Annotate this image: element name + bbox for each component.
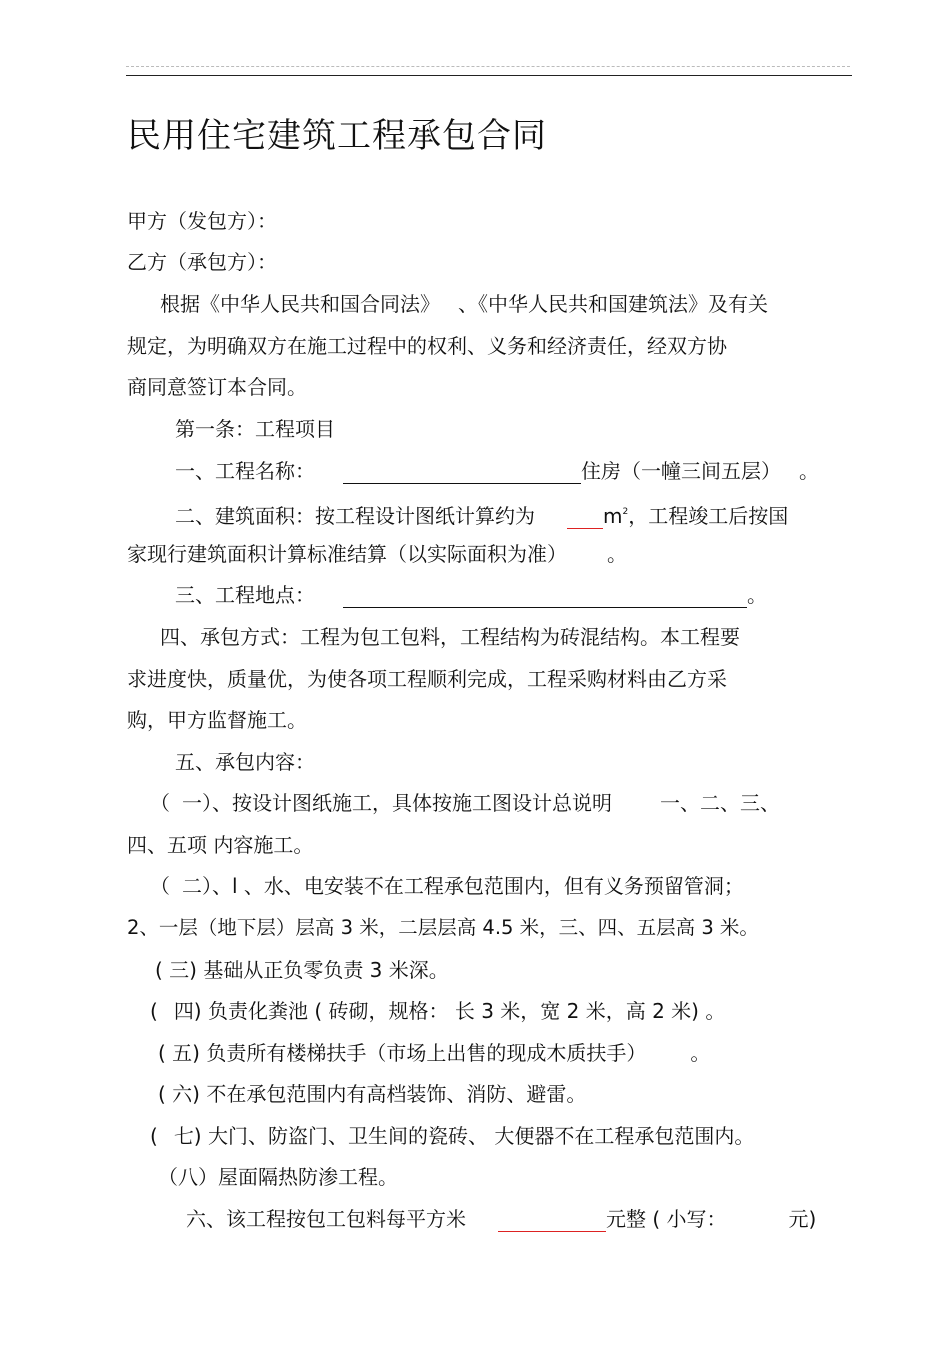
item-floor-area-line-2 (127, 541, 627, 567)
paren: ( (150, 1124, 158, 1148)
scope-text: 二）、l 、水、电安装不在工程承包范围内，但有义务预留管洞； (182, 874, 744, 898)
area-blank (567, 506, 603, 529)
party-a-line: 甲方（发包方）： (127, 209, 277, 233)
project-name-blank (343, 461, 581, 484)
intro-line-2: 规定，为明确双方在施工过程中的权利、义务和经济责任，经双方协 (127, 334, 727, 358)
intro-text: 、《中华人民共和国建筑法》及有关 (458, 292, 768, 316)
item-end: 。 (799, 459, 819, 483)
party-b-line: 乙方（承包方）： (127, 250, 277, 274)
item-label: 六、该工程按包工包料每平方米 (186, 1207, 466, 1231)
scope-sub-2 (150, 873, 744, 899)
item-scope-heading: 五、承包内容： (175, 750, 315, 774)
paren: （ (150, 874, 170, 898)
item-text: ，工程竣工后按国 (628, 504, 789, 528)
article-heading: 第一条：工程项目 (175, 417, 335, 441)
scope-sub-7 (150, 1123, 754, 1149)
intro-line-3: 商同意签订本合同。 (127, 375, 307, 399)
paren: ( (150, 999, 158, 1023)
unit-price-blank (498, 1209, 606, 1232)
scope-text: 四) 负责化粪池 ( 砖砌，规格： 长 3 米，宽 2 米，高 2 米) 。 (173, 999, 726, 1023)
item-contract-mode-3: 购，甲方监督施工。 (127, 708, 307, 732)
scope-text: 一、二、三、 (660, 791, 780, 815)
scope-sub-3: ( 三) 基础从正负零负责 3 米深。 (155, 958, 449, 982)
intro-line-1 (160, 291, 768, 317)
area-unit: m (603, 504, 623, 528)
scope-sub-1 (150, 790, 780, 816)
scope-sub-4 (150, 998, 725, 1024)
location-blank (343, 585, 747, 608)
item-unit-price (186, 1206, 816, 1232)
item-project-name (175, 458, 819, 484)
scope-text: 一）、按设计图纸施工，具体按施工图设计总说明 (182, 791, 612, 815)
item-text: 家现行建筑面积计算标准结算（以实际面积为准） (127, 542, 567, 566)
item-label: 一、工程名称： (175, 459, 315, 483)
item-contract-mode-1: 四、承包方式：工程为包工包料，工程结构为砖混结构。本工程要 (160, 625, 740, 649)
scope-sub-8: （八）屋面隔热防渗工程。 (158, 1165, 398, 1189)
header-rule (126, 75, 852, 76)
area-unit-exponent: 2 (622, 507, 629, 517)
item-text: 住房（一幢三间五层） (581, 459, 781, 483)
scope-text: 七) 大门、防盗门、卫生间的瓷砖、 大便器不在工程承包范围内。 (173, 1124, 755, 1148)
header-dashed-rule (126, 66, 850, 67)
item-location (175, 582, 767, 608)
item-end: 。 (607, 542, 627, 566)
document-title: 民用住宅建筑工程承包合同 (127, 116, 547, 156)
item-label: 二、建筑面积：按工程设计图纸计算约为 (175, 504, 535, 528)
scope-sub-2-line-2: 2、一层（地下层）层高 3 米，二层层高 4.5 米，三、四、五层高 3 米。 (127, 916, 759, 939)
scope-sub-1-line-2: 四、五项 内容施工。 (127, 833, 314, 857)
item-label: 三、工程地点： (175, 583, 315, 607)
item-text: 元整 ( 小写： (606, 1207, 727, 1231)
scope-sub-5 (158, 1040, 710, 1066)
scope-text: ( 五) 负责所有楼梯扶手（市场上出售的现成木质扶手） (158, 1041, 647, 1065)
item-floor-area (175, 499, 788, 529)
intro-text: 根据《中华人民共和国合同法》 (160, 292, 440, 316)
item-end: 。 (690, 1041, 711, 1065)
item-contract-mode-2: 求进度快，质量优，为使各项工程顺利完成，工程采购材料由乙方采 (127, 667, 727, 691)
item-end: 。 (747, 583, 767, 607)
item-end: 元) (788, 1207, 817, 1231)
paren: （ (150, 791, 170, 815)
scope-sub-6: ( 六) 不在承包范围内有高档装饰、消防、避雷。 (158, 1082, 587, 1106)
